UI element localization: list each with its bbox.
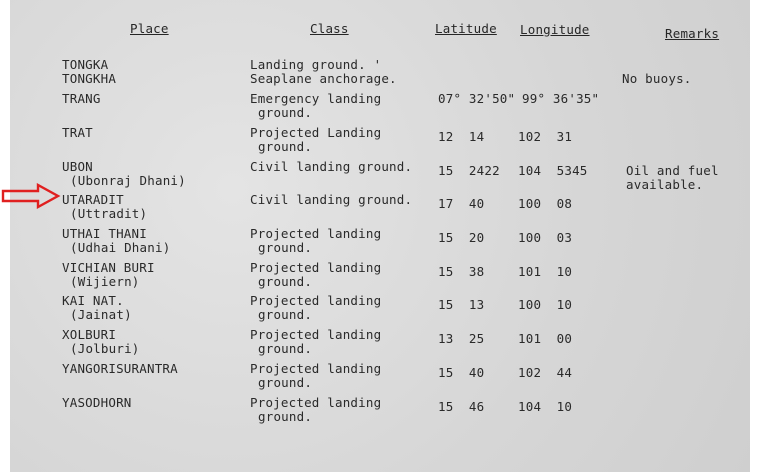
place-alt-name: (Jolburi) <box>70 341 140 356</box>
class-text: ground. <box>258 341 313 356</box>
place-name: TRAT <box>62 125 93 140</box>
class-text: Seaplane anchorage. <box>250 71 397 86</box>
class-text: ground. <box>258 240 313 255</box>
class-text: Projected landing <box>250 361 382 376</box>
place-name: VICHIAN BURI <box>62 260 155 275</box>
class-text: Projected landing <box>250 260 382 275</box>
longitude-value: 100 08 <box>518 196 573 211</box>
class-text: Civil landing ground. <box>250 192 413 207</box>
remarks-text: No buoys. <box>622 71 692 86</box>
latitude-value: 15 13 <box>438 297 485 312</box>
place-name: UBON <box>62 159 93 174</box>
place-name: YANGORISURANTRA <box>62 361 178 376</box>
class-text: Projected landing <box>250 293 382 308</box>
longitude-value: 104 10 <box>518 399 573 414</box>
class-text: ground. <box>258 409 313 424</box>
place-name: YASODHORN <box>62 395 132 410</box>
place-alt-name: (Udhai Dhani) <box>70 240 171 255</box>
red-arrow-icon <box>0 183 62 209</box>
latitude-value: 07° 32'50" <box>438 91 516 106</box>
class-text: Projected landing <box>250 327 382 342</box>
place-name: TONGKA <box>62 57 109 72</box>
class-text: ground. <box>258 375 313 390</box>
place-name: XOLBURI <box>62 327 117 342</box>
longitude-value: 100 03 <box>518 230 573 245</box>
longitude-value: 101 10 <box>518 264 573 279</box>
header-longitude: Longitude <box>520 22 590 37</box>
header-place: Place <box>130 21 169 36</box>
latitude-value: 15 2422 <box>438 163 500 178</box>
class-text: Projected Landing <box>250 125 382 140</box>
place-name: TRANG <box>62 91 101 106</box>
latitude-value: 15 40 <box>438 365 485 380</box>
class-text: Emergency landing <box>250 91 382 106</box>
header-remarks: Remarks <box>665 26 720 41</box>
class-text: ground. <box>258 274 313 289</box>
header-latitude: Latitude <box>435 21 497 36</box>
longitude-value: 100 10 <box>518 297 573 312</box>
header-class: Class <box>310 21 349 36</box>
class-text: ground. <box>258 105 313 120</box>
place-alt-name: (Jainat) <box>70 307 132 322</box>
latitude-value: 12 14 <box>438 129 485 144</box>
place-name: UTARADIT <box>62 192 124 207</box>
class-text: ground. <box>258 307 313 322</box>
latitude-value: 15 38 <box>438 264 485 279</box>
document-page <box>10 0 750 472</box>
class-text: Civil landing ground. <box>250 159 413 174</box>
place-alt-name: (Ubonraj Dhani) <box>70 173 186 188</box>
remarks-text: available. <box>626 177 704 192</box>
class-text: ground. <box>258 139 313 154</box>
place-name: TONGKHA <box>62 71 117 86</box>
longitude-value: 102 44 <box>518 365 573 380</box>
longitude-value: 99° 36'35" <box>522 91 600 106</box>
class-text: Projected landing <box>250 395 382 410</box>
place-alt-name: (Wijiern) <box>70 274 140 289</box>
place-alt-name: (Uttradit) <box>70 206 148 221</box>
class-text: Landing ground. ' <box>250 57 382 72</box>
longitude-value: 102 31 <box>518 129 573 144</box>
place-name: KAI NAT. <box>62 293 124 308</box>
longitude-value: 104 5345 <box>518 163 588 178</box>
class-text: Projected landing <box>250 226 382 241</box>
latitude-value: 17 40 <box>438 196 485 211</box>
latitude-value: 15 20 <box>438 230 485 245</box>
remarks-text: Oil and fuel <box>626 163 719 178</box>
place-name: UTHAI THANI <box>62 226 147 241</box>
latitude-value: 15 46 <box>438 399 485 414</box>
latitude-value: 13 25 <box>438 331 485 346</box>
longitude-value: 101 00 <box>518 331 573 346</box>
